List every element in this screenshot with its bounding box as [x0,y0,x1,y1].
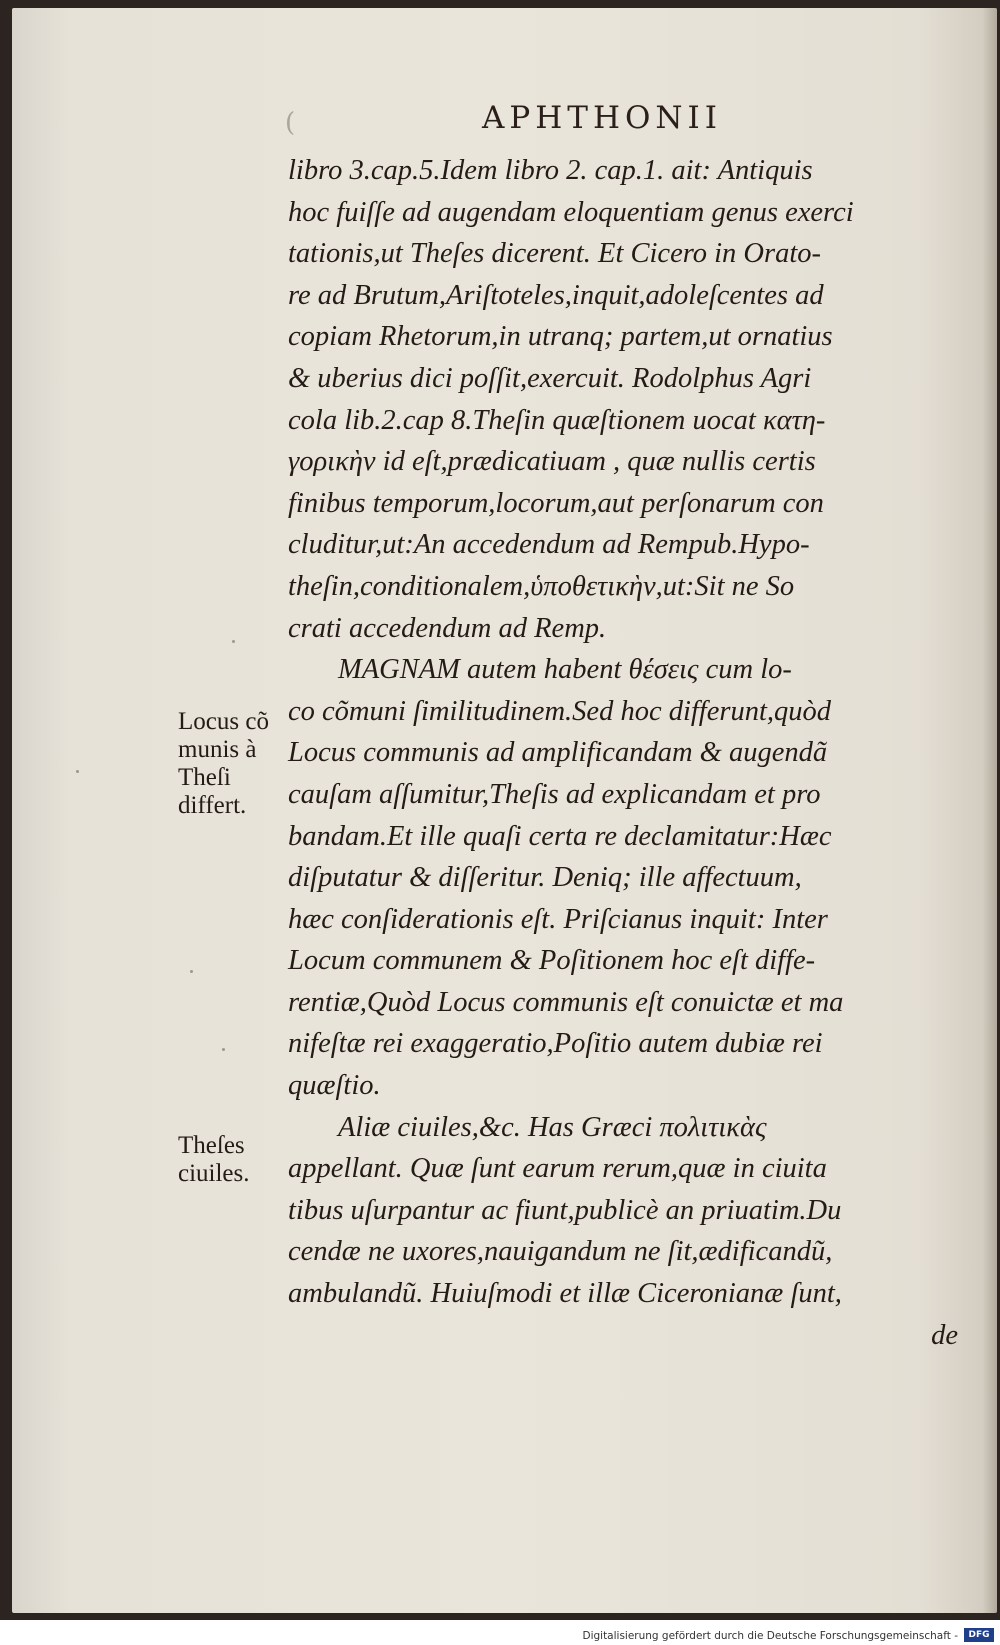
text-line: Locus communis ad amplificandam & augendã [288,737,828,769]
page-number-mark: ( [285,108,296,138]
text-line: nifeſtæ rei exaggeratio,Poſitio autem dubiæ rei [288,1028,823,1060]
text-line: finibus temporum,locorum,aut perſonarum con [288,487,824,519]
text-line: libro 3.cap.5.Idem libro 2. cap.1. ait: Antiquis [288,155,813,186]
text-line: rentiæ,Quòd Locus communis eſt conuictæ et ma [288,986,844,1018]
text-line: theſin,conditionalem,ὑποθετικὴν,ut:Sit ne So [288,570,795,602]
running-head: APHTHONII [482,100,723,136]
text-line: hæc conſiderationis eſt. Priſcianus inquit: Inter [288,903,828,935]
text-line: cluditur,ut:An accedendum ad Rempub.Hypo- [288,529,810,561]
margin-note-line: Theſes [178,1132,245,1159]
text-line: re ad Brutum,Ariſtoteles,inquit,adoleſcentes ad [288,279,824,311]
text-line: crati accedendum ad Remp. [288,612,607,644]
paper-speck [232,640,235,643]
text-line: Locum communem & Poſitionem hoc eſt diffe- [288,945,816,977]
text-line: ambulandũ. Huiuſmodi et illæ Ciceronianæ ſunt, [288,1278,842,1310]
text-line: hoc fuiſſe ad augendam eloquentiam genus exerci [288,196,854,228]
text-line: cendæ ne uxores,nauigandum ne ſit,ædificandũ, [288,1236,833,1268]
text-line: tationis,ut Theſes dicerent. Et Cicero in Orato- [288,238,821,270]
text-line: & uberius dici poſſit,exercuit. Rodolphus Agri [288,362,812,394]
margin-note-line: differt. [178,792,247,819]
text-line: co cõmuni ſimilitudinem.Sed hoc differunt,quòd [288,695,832,727]
page-edge-shadow [983,8,997,1613]
text-line: diſputatur & diſſeritur. Deniq; ille affectuum, [288,862,802,894]
margin-note-line: munis à [178,736,257,763]
funding-credit: Digitalisierung gefördert durch die Deutsche Forschungsgemeinschaft - [582,1630,958,1642]
catchword: de [931,1319,958,1351]
text-line: quæſtio. [288,1070,381,1102]
margin-note-line: Theſi [178,764,231,791]
text-line: appellant. Quæ ſunt earum rerum,quæ in ciuita [288,1153,827,1185]
paper-speck [222,1048,225,1051]
paper-speck [190,970,193,973]
text-line-paragraph-start: Aliæ ciuiles,&c. Has Græci πολιτικὰς [338,1111,767,1143]
margin-note-line: Locus cõ [178,708,269,735]
main-text-block [288,150,958,1356]
text-line: bandam.Et ille quaſi certa re declamitatur:Hæc [288,820,832,852]
text-line: γορικὴν id eſt,prædicatiuam , quæ nullis certis [288,446,816,478]
text-line-paragraph-start: MAGNAM autem habent θέσεις cum lo- [338,654,792,686]
text-line: tibus uſurpantur ac fiunt,publicè an priuatim.Du [288,1194,842,1226]
paper-speck [76,770,79,773]
dfg-logo: DFG [964,1628,994,1642]
text-line: copiam Rhetorum,in utranq; partem,ut ornatius [288,321,833,353]
margin-note-line: ciuiles. [178,1160,250,1187]
margin-note-theses [178,1132,250,1188]
margin-note-locus [178,708,269,820]
text-line: cauſam aſſumitur,Theſis ad explicandam et pro [288,778,821,810]
text-line: cola lib.2.cap 8.Theſin quæſtionem uocat κατη- [288,404,826,436]
